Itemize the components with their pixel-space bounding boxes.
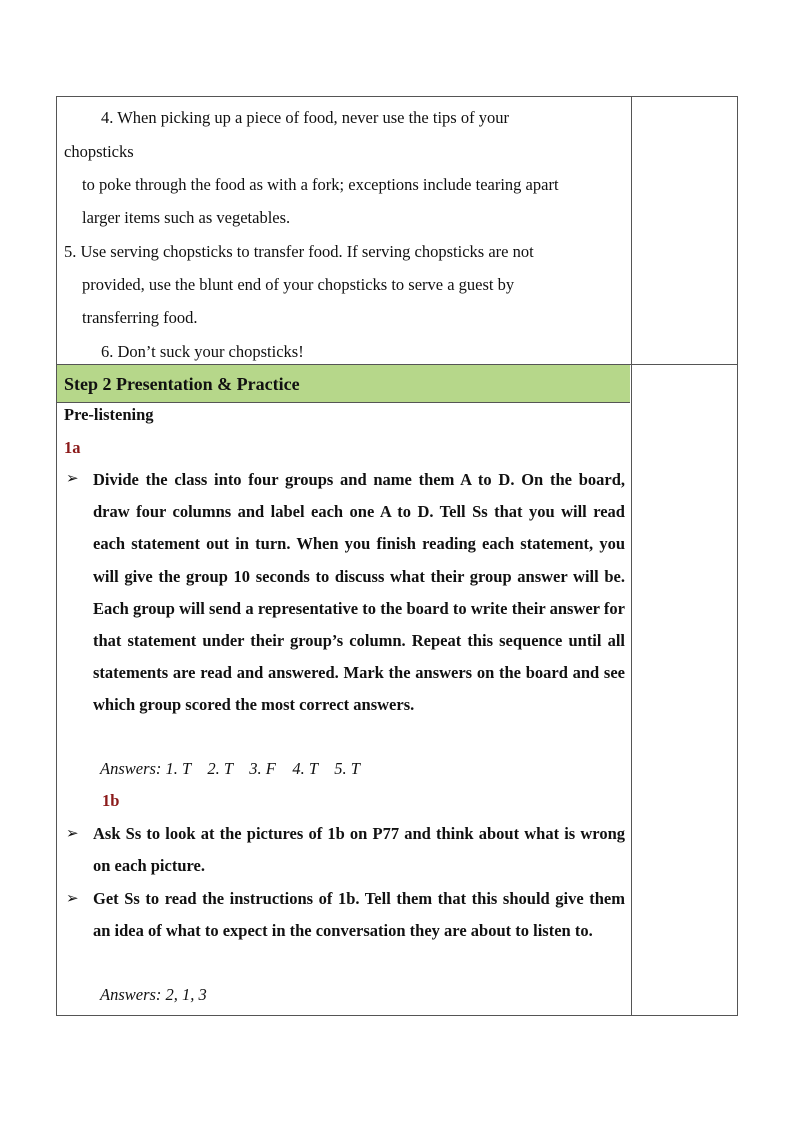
answers-1a: Answers: 1. T 2. T 3. F 4. T 5. T [100,759,360,778]
lesson-table [56,96,738,1016]
bullet-arrow-icon: ➢ [66,471,79,487]
pre-listening-heading: Pre-listening [64,405,154,424]
rule-4-line-2: chopsticks [64,142,134,161]
rule-5-line-1: 5. Use serving chopsticks to transfer food. If serving chopsticks are not [64,242,534,261]
chopsticks-etiquette-cell [57,97,631,364]
section-1a-label: 1a [64,438,81,457]
rule-4-line-1: 4. When picking up a piece of food, never use the tips of your [101,108,509,127]
answers-1b: Answers: 2, 1, 3 [100,985,207,1004]
bullet-arrow-icon: ➢ [66,891,79,907]
rule-5-line-3: transferring food. [82,308,198,327]
step-2-header: Step 2 Presentation & Practice [57,365,630,403]
bullet-1a-text: Divide the class into four groups and name them A to D. On the board, draw four columns and label each one A to D. Tell Ss that you will read each statement out in turn. When you finish reading each statement, you will give the group 10 seconds to discuss what their group answer will be. Each group will send a representative to the board to write their answer for that statement under their group’s column. Repeat this sequence until all statements are read and answered. Mark the answers on the board and see which group scored the most correct answers. [93,470,625,715]
column-divider [631,97,632,1015]
bullet-arrow-icon: ➢ [66,826,79,842]
rule-4-line-4: larger items such as vegetables. [82,208,291,227]
rule-6-line: 6. Don’t suck your chopsticks! [101,342,304,361]
section-1b-label: 1b [102,791,120,810]
bullet-1b-2-text: Get Ss to read the instructions of 1b. Tell them that this should give them an idea of what to expect in the conversation they are about to listen to. [93,889,625,941]
rule-4-line-3: to poke through the food as with a fork; exceptions include tearing apart [82,175,559,194]
rule-5-line-2: provided, use the blunt end of your chopsticks to serve a guest by [82,275,515,294]
bullet-1b-1-text: Ask Ss to look at the pictures of 1b on P77 and think about what is wrong on each picture. [93,824,625,876]
